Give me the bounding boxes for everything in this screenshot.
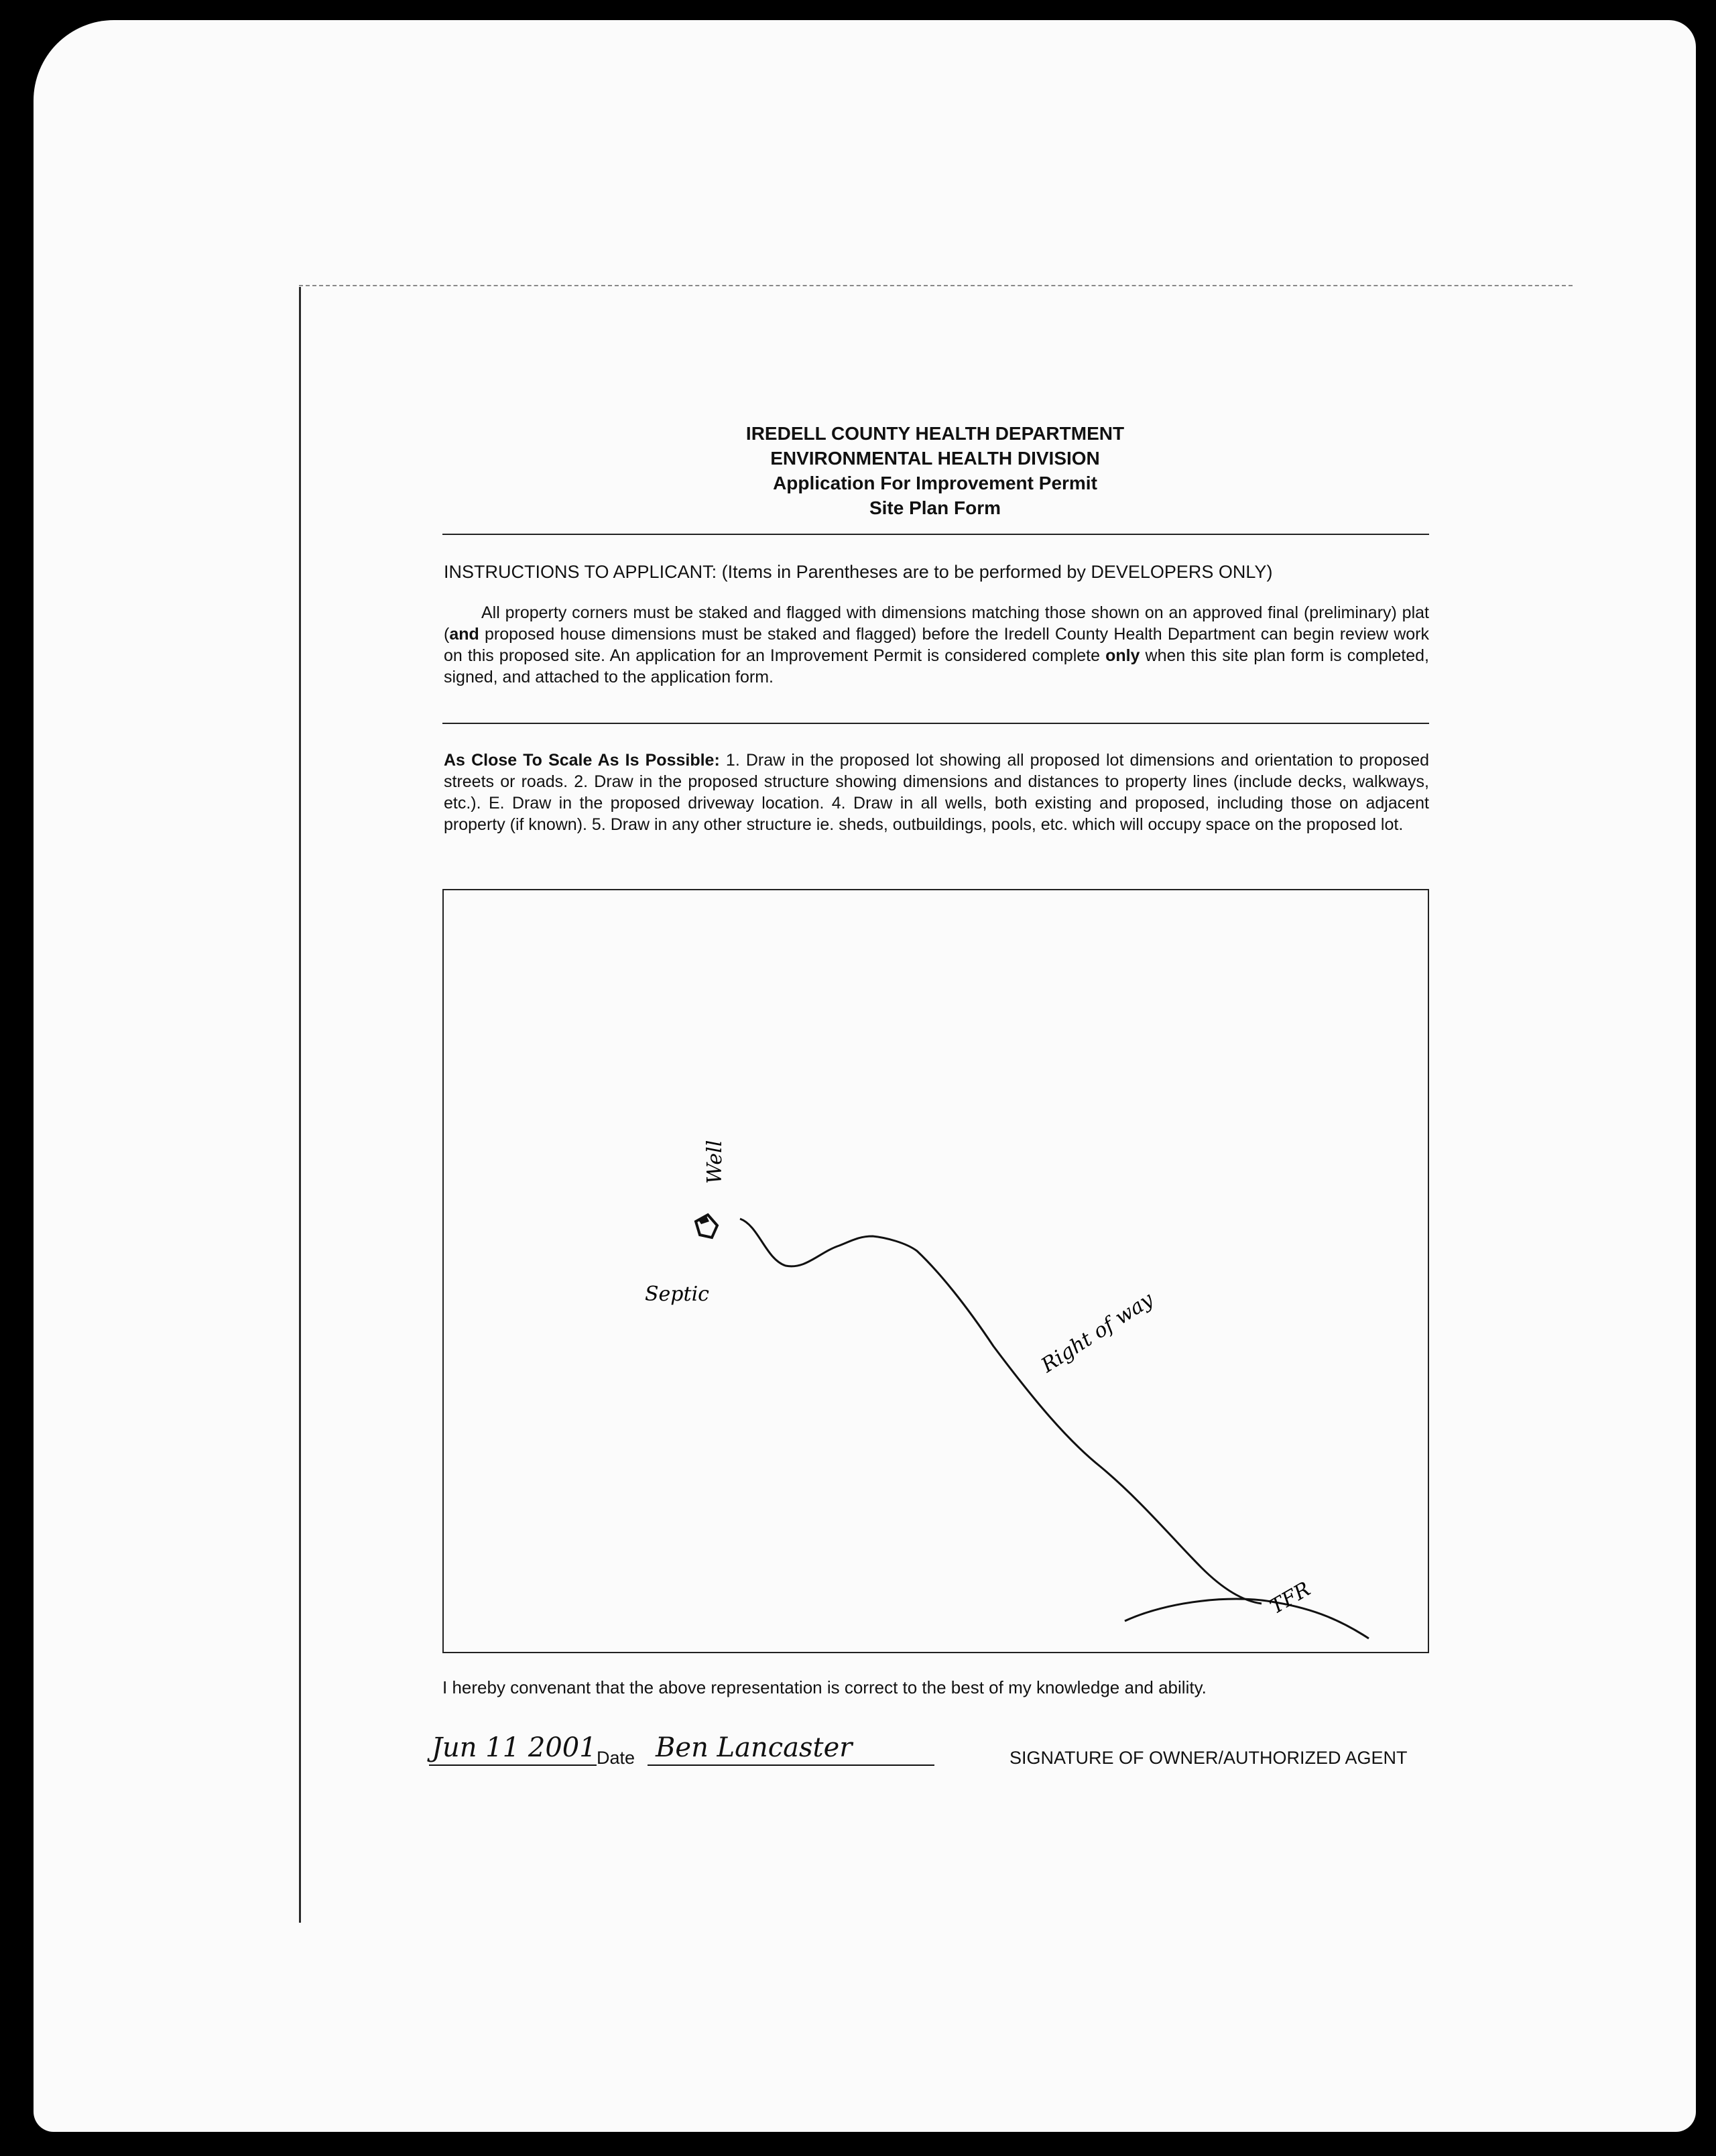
- site-sketch: [444, 890, 1430, 1655]
- divider-top: [442, 534, 1429, 535]
- instructions-text-2: proposed house dimensions must be staked and flagged) before the Iredell County Health Department can begin review work on this proposed site. An application for an Improvement Permit is considered complete: [444, 625, 1429, 665]
- department-title: IREDELL COUNTY HEALTH DEPARTMENT: [745, 423, 1125, 444]
- right-of-way-label: Right of way: [1037, 1288, 1158, 1378]
- instructions-text-3: when this site plan form is completed, signed, and attached to the application form.: [444, 646, 1429, 686]
- scale-lead: As Close To Scale As Is Possible:: [444, 751, 720, 770]
- signature-line: [429, 1732, 1434, 1773]
- date-value: Jun 11 2001: [432, 1732, 597, 1763]
- certification-statement: I hereby convenant that the above representation is correct to the best of my knowledge and ability.: [442, 1677, 1207, 1697]
- application-title: Application For Improvement Permit: [773, 473, 1097, 493]
- instructions-paragraph: [444, 602, 1429, 688]
- date-label: Date: [597, 1748, 635, 1768]
- signature-value: Ben Lancaster: [656, 1732, 853, 1763]
- right-of-way-line: [740, 1219, 1262, 1604]
- tfr-curve: [1125, 1599, 1369, 1638]
- form-header: [442, 421, 1428, 520]
- instructions-bold-only: only: [1105, 646, 1140, 665]
- division-title: ENVIRONMENTAL HEALTH DIVISION: [770, 448, 1100, 469]
- instructions-bold-and: and: [449, 625, 479, 644]
- scale-text: 1. Draw in the proposed lot showing all proposed lot dimensions and orientation to proposed streets or roads. 2. Draw in the proposed structure showing dimensions and distances to property lines (include decks, walkways, etc.). E. Draw in the proposed driveway location. 4. Draw in all wells, both existing and proposed, including those on adjacent property (if known). 5. Draw in any other structure ie. sheds, outbuildings, pools, etc. which will occupy space on the proposed lot.: [444, 751, 1429, 834]
- signature-underline: [648, 1764, 934, 1766]
- scale-paragraph: [444, 750, 1429, 835]
- site-plan-drawing-area: [442, 889, 1429, 1653]
- well-label: Well: [703, 1140, 727, 1184]
- divider-middle: [442, 723, 1429, 724]
- form-top-edge: [299, 285, 1573, 288]
- form-title: Site Plan Form: [869, 497, 1001, 518]
- tfr-label: TFR: [1266, 1577, 1314, 1619]
- agent-label: SIGNATURE OF OWNER/AUTHORIZED AGENT: [1009, 1748, 1408, 1768]
- instructions-text-1: All property corners must be staked and flagged with dimensions matching those shown on an approved final (preliminary) plat (: [444, 603, 1429, 644]
- instructions-title: INSTRUCTIONS TO APPLICANT: (Items in Parentheses are to be performed by DEVELOPERS ONLY): [444, 562, 1273, 582]
- form-left-edge: [299, 287, 301, 1923]
- septic-label: Septic: [645, 1282, 709, 1306]
- date-underline: [429, 1764, 597, 1766]
